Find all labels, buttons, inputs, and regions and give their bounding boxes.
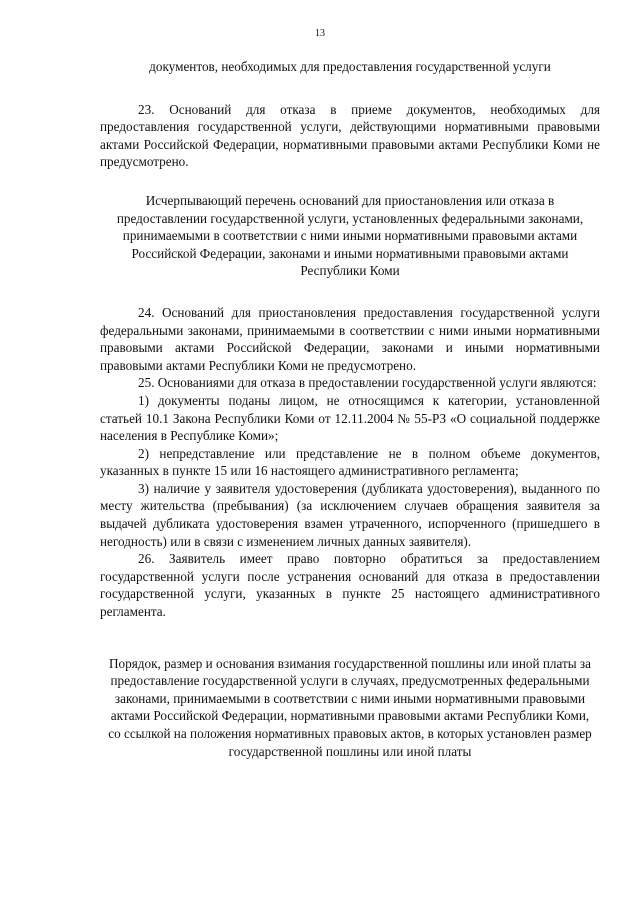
list-item-3: 3) наличие у заявителя удостоверения (дубликата удостоверения), выданного по месту жительства (пребывания) (за исключением случаев обращения заявителя за выдачей дубликата удостоверения взамен утраченного, испорченного (пришедшего в негодность) или в связи с изменением личных данных заявителя). — [100, 480, 600, 549]
heading-top: документов, необходимых для предоставления государственной услуги — [149, 59, 551, 74]
heading-grounds: Исчерпывающий перечень оснований для приостановления или отказа в предоставлении государственной услуги, установленных федеральными законами, принимаемыми в соответствии с ними иными нормативными правовыми актами Российской Федерации, законами и иными нормативными правовыми актами Республики Коми — [116, 192, 584, 279]
paragraph-26: 26. Заявитель имеет право повторно обратиться за предоставлением государственной услуги после устранения оснований для отказа в предоставлении государственной услуги, указанных в пункте 25 настоящего административного регламента. — [100, 551, 600, 620]
page-number: 13 — [315, 28, 325, 39]
spacer — [100, 76, 600, 101]
paragraph-23: 23. Оснований для отказа в приеме документов, необходимых для предоставления государственной услуги, действующими нормативными правовыми актами Российской Федерации, нормативными правовыми актами Республики Коми не предусмотрено. — [100, 101, 600, 170]
paragraph-24: 24. Оснований для приостановления предоставления государственной услуги федеральными законами, принимаемыми в соответствии с ними иными нормативными правовыми актами Российской Федерации, законами и иными нормативными правовыми актами Республики Коми не предусмотрено. — [100, 304, 600, 373]
heading-fee: Порядок, размер и основания взимания государственной пошлины или иной платы за предоставление государственной услуги в случаях, предусмотренных федеральными законами, принимаемыми в соответствии с ними иными нормативными правовыми актами Российской Федерации, нормативными правовыми актами Республики Коми, со ссылкой на положения нормативных правовых актов, в которых установлен размер государственной пошлины или иной платы — [108, 655, 592, 759]
spacer — [100, 171, 600, 192]
paragraph-25: 25. Основаниями для отказа в предоставлении государственной услуги являются: — [138, 375, 597, 391]
spacer — [100, 621, 600, 655]
document-body — [100, 58, 600, 760]
list-item-1: 1) документы поданы лицом, не относящимся к категории, установленной статьей 10.1 Закона Республики Коми от 12.11.2004 № 55-РЗ «О социальной поддержке населения в Республике Коми»; — [100, 392, 600, 444]
list-item-2: 2) непредставление или представление не в полном объеме документов, указанных в пункте 15 или 16 настоящего административного регламента; — [100, 445, 600, 479]
spacer — [100, 280, 600, 304]
